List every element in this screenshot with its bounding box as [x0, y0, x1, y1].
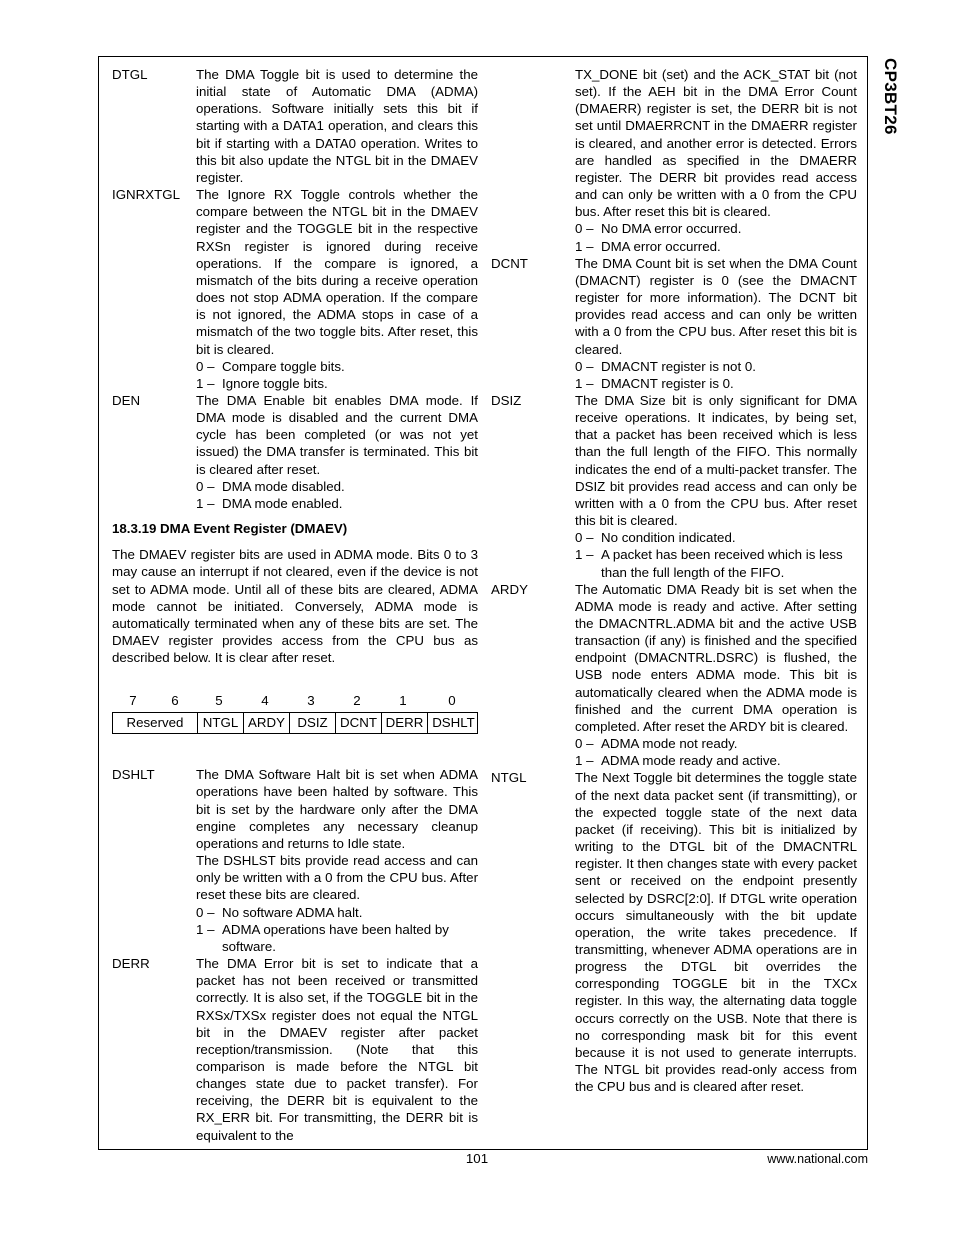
option-text: No condition indicated.	[601, 530, 736, 546]
side-title: CP3BT26	[881, 58, 900, 135]
bit-number: 1	[399, 693, 407, 709]
description-paragraph: The DMA Size bit is only significant for DMA receive operations. It indicates, by being set, that a packet has been received which is less than the full length of the FIFO. This normally indicates the end of a multi-packet transfer. The DSIZ bit provides read access and can only be written with a 0 from the CPU bus. After reset this bit is cleared.	[575, 392, 857, 529]
definition-entry	[112, 955, 478, 1144]
bit-name: DEN	[112, 392, 141, 408]
right-definitions	[491, 66, 857, 1095]
option-line	[575, 546, 857, 580]
bit-name: IGNRXTGL	[112, 187, 180, 203]
bit-name: DCNT	[491, 255, 528, 271]
bit-name: DERR	[112, 956, 150, 972]
option-value: 1 –	[575, 547, 594, 563]
option-text: ADMA operations have been halted by software.	[222, 921, 449, 954]
option-value: 0 –	[575, 358, 594, 374]
option-text: ADMA mode not ready.	[601, 736, 738, 752]
description-paragraph: The DMA Enable bit enables DMA mode. If DMA mode is disabled and the current DMA cycle has been completed (or was not yet issued) the DMA transfer is terminated. This bit is cleared after reset.	[196, 392, 478, 477]
right-column	[491, 66, 857, 1095]
bit-description	[575, 392, 857, 581]
bit-name: NTGL	[491, 770, 527, 786]
description-paragraph: The DMA Software Halt bit is set when ADMA operations have been halted by software. This bit is set by the hardware only after the DMA engine completes any necessary cleanup operations and returns to Idle state.	[196, 767, 478, 851]
option-value: 0 –	[196, 904, 215, 920]
option-line	[196, 478, 478, 495]
option-line	[575, 375, 857, 392]
option-value: 1 –	[196, 495, 215, 511]
bit-name: ARDY	[491, 581, 528, 597]
bit-description	[196, 955, 478, 1144]
bit-number: 6	[171, 693, 179, 709]
register-field: DERR	[381, 713, 427, 733]
description-paragraph: The DSHLST bits provide read access and can only be written with a 0 from the CPU bus. After reset these bits are cleared.	[196, 853, 478, 903]
option-line	[196, 358, 478, 375]
bit-description	[575, 66, 857, 255]
option-text: Ignore toggle bits.	[222, 375, 328, 391]
option-value: 0 –	[196, 478, 215, 494]
description-paragraph: The DMA Error bit is set to indicate that a packet has not been received or transmitted correctly. It is also set, if the TOGGLE bit in the RXSx/TXSx register does not equal the NTGL bit in the DMAEV register after packet reception/transmission. (Note that this comparison is made before the NTGL bit changes state due to packet transfer). For receiving, the DERR bit is equivalent to the RX_ERR bit. For transmitting, the DERR bit is equivalent to the	[196, 956, 478, 1143]
page-number: 101	[465, 1151, 489, 1166]
option-text: Compare toggle bits.	[222, 358, 345, 374]
bit-number: 7	[129, 693, 137, 709]
option-text: No software ADMA halt.	[222, 904, 363, 920]
section-heading: 18.3.19 DMA Event Register (DMAEV)	[112, 521, 348, 537]
bit-number-row	[112, 692, 478, 712]
definition-entry	[491, 769, 857, 1095]
definition-entry	[491, 255, 857, 392]
bit-description	[196, 66, 478, 186]
register-field: DSIZ	[289, 713, 335, 733]
option-line	[196, 375, 478, 392]
description-paragraph: The DMA Count bit is set when the DMA Count (DMACNT) register is 0 (see the DMACNT register for more information). The DCNT bit provides read access and can only be written with a 0 from the CPU bus. After reset this bit is cleared.	[575, 255, 857, 357]
option-text: DMA error occurred.	[601, 238, 721, 254]
bit-description	[575, 581, 857, 770]
option-value: 1 –	[575, 375, 594, 391]
option-value: 1 –	[196, 375, 215, 391]
left-column	[112, 66, 478, 1144]
description-paragraph: The Automatic DMA Ready bit is set when the ADMA mode is ready and active. After setting the DMACNTRL.ADMA bit and the active USB transaction (if any) is finished and the specified endpoint (DMACNTRL.DSRC) is flushed, the USB node enters ADMA mode. This bit is automatically cleared when the ADMA mode is finished and the current DMA operation is completed. After reset the ARDY bit is cleared.	[575, 581, 857, 734]
definition-entry	[491, 392, 857, 581]
option-text: DMACNT register is not 0.	[601, 358, 756, 374]
option-value: 1 –	[575, 753, 594, 769]
option-text: DMA mode disabled.	[222, 478, 345, 494]
option-line	[575, 238, 857, 255]
register-field: ARDY	[243, 713, 289, 733]
option-value: 1 –	[575, 238, 594, 254]
option-value: 0 –	[575, 530, 594, 546]
option-line	[575, 358, 857, 375]
register-field: DSHLT	[427, 713, 479, 733]
bit-description	[575, 255, 857, 392]
register-field-row	[112, 712, 478, 734]
left-definitions-bottom	[112, 766, 478, 1143]
register-diagram	[112, 692, 478, 734]
bit-description	[196, 392, 478, 512]
footer-url: www.national.com	[767, 1152, 868, 1166]
bit-description	[196, 186, 478, 392]
option-value: 0 –	[196, 358, 215, 374]
definition-entry	[491, 581, 857, 770]
bit-name: DTGL	[112, 67, 148, 82]
bit-description	[196, 766, 478, 955]
bit-number: 3	[307, 693, 315, 709]
option-value: 0 –	[575, 221, 594, 237]
description-paragraph: The DMA Toggle bit is used to determine the initial state of Automatic DMA (ADMA) operations. Software initially sets this bit if starting with a DATA1 operation, and clears this bit if starting with a DATA0 operation. Writes to this bit also update the NTGL bit in the DMAEV register.	[196, 67, 478, 185]
register-field: Reserved	[126, 715, 184, 731]
definition-entry	[112, 66, 478, 186]
option-text: DMA mode enabled.	[222, 495, 343, 511]
bit-name: DSHLT	[112, 767, 155, 783]
definition-entry	[491, 66, 857, 255]
option-text: A packet has been received which is less than the full length of the FIFO.	[601, 547, 843, 580]
definition-entry	[112, 766, 478, 955]
option-text: No DMA error occurred.	[601, 221, 742, 237]
description-paragraph: TX_DONE bit (set) and the ACK_STAT bit (not set). If the AEH bit in the DMA Error Count (DMAERR) register is set, the DERR bit is not set until DMAERRCNT in the DMAERR register is cleared, and another error is detected. Errors are handled as specified in the DMAERR register. The DERR bit provides read access and can only be written with a 0 from the CPU bus. After reset this bit is cleared.	[575, 67, 857, 220]
option-line	[196, 495, 478, 512]
option-line	[575, 735, 857, 752]
bit-number: 2	[353, 693, 361, 709]
definition-entry	[112, 392, 478, 512]
option-line	[575, 529, 857, 546]
bit-name: DSIZ	[491, 392, 522, 408]
option-value: 1 –	[196, 921, 215, 937]
description-paragraph: The Next Toggle bit determines the toggle state of the next data packet sent (if transmitting), or the expected toggle state of the next data packet (if receiving). This bit is initialized by writing to the DTGL bit of the DMACNTRL register. It then changes state with every packet sent or received on the endpoint presently selected by DSRC[2:0]. If DTGL write operation occurs simultaneously with the bit update operation, the write takes precedence. If transmitting, whenever ADMA operations are in progress the DTGL bit overrides the corresponding TOGGLE bit in the TXCx register. In this way, the alternating data toggle occurs correctly on the USB. Note that there is no corresponding mask bit for this event because it is not used to generate interrupts. The NTGL bit provides read-only access from the CPU bus and is cleared after reset.	[575, 770, 857, 1095]
bit-name	[491, 66, 575, 255]
section-paragraph: The DMAEV register bits are used in ADMA mode. Bits 0 to 3 may cause an interrupt if not cleared, even if the device is not set to ADMA mode. Until all of these bits are cleared, ADMA mode cannot be initiated. Conversely, ADMA mode is automatically terminated when any of these bits are set. The DMAEV register provides access from the CPU bus as described below. It is clear after reset.	[112, 547, 478, 666]
option-line	[196, 921, 478, 955]
bit-number: 5	[215, 693, 223, 709]
description-paragraph: The Ignore RX Toggle controls whether the compare between the NTGL bit in the DMAEV register and the TOGGLE bit in the respective RXSn register is ignored during receive operations. If the compare is ignored, a mismatch of the bits during a receive operation does not stop ADMA operation. If the compare is not ignored, the ADMA stops in case of a mismatch of the two toggle bits. After reset, this bit is cleared.	[196, 187, 478, 357]
left-definitions-top	[112, 66, 478, 512]
bit-number: 4	[261, 693, 269, 709]
option-text: ADMA mode ready and active.	[601, 753, 781, 769]
footer-rule	[98, 1149, 868, 1150]
option-line	[575, 220, 857, 237]
bit-description	[575, 769, 857, 1095]
register-field: DCNT	[335, 713, 381, 733]
register-field: NTGL	[197, 713, 243, 733]
option-text: DMACNT register is 0.	[601, 375, 734, 391]
option-value: 0 –	[575, 736, 594, 752]
option-line	[575, 752, 857, 769]
definition-entry	[112, 186, 478, 392]
option-line	[196, 904, 478, 921]
bit-number: 0	[448, 693, 456, 709]
